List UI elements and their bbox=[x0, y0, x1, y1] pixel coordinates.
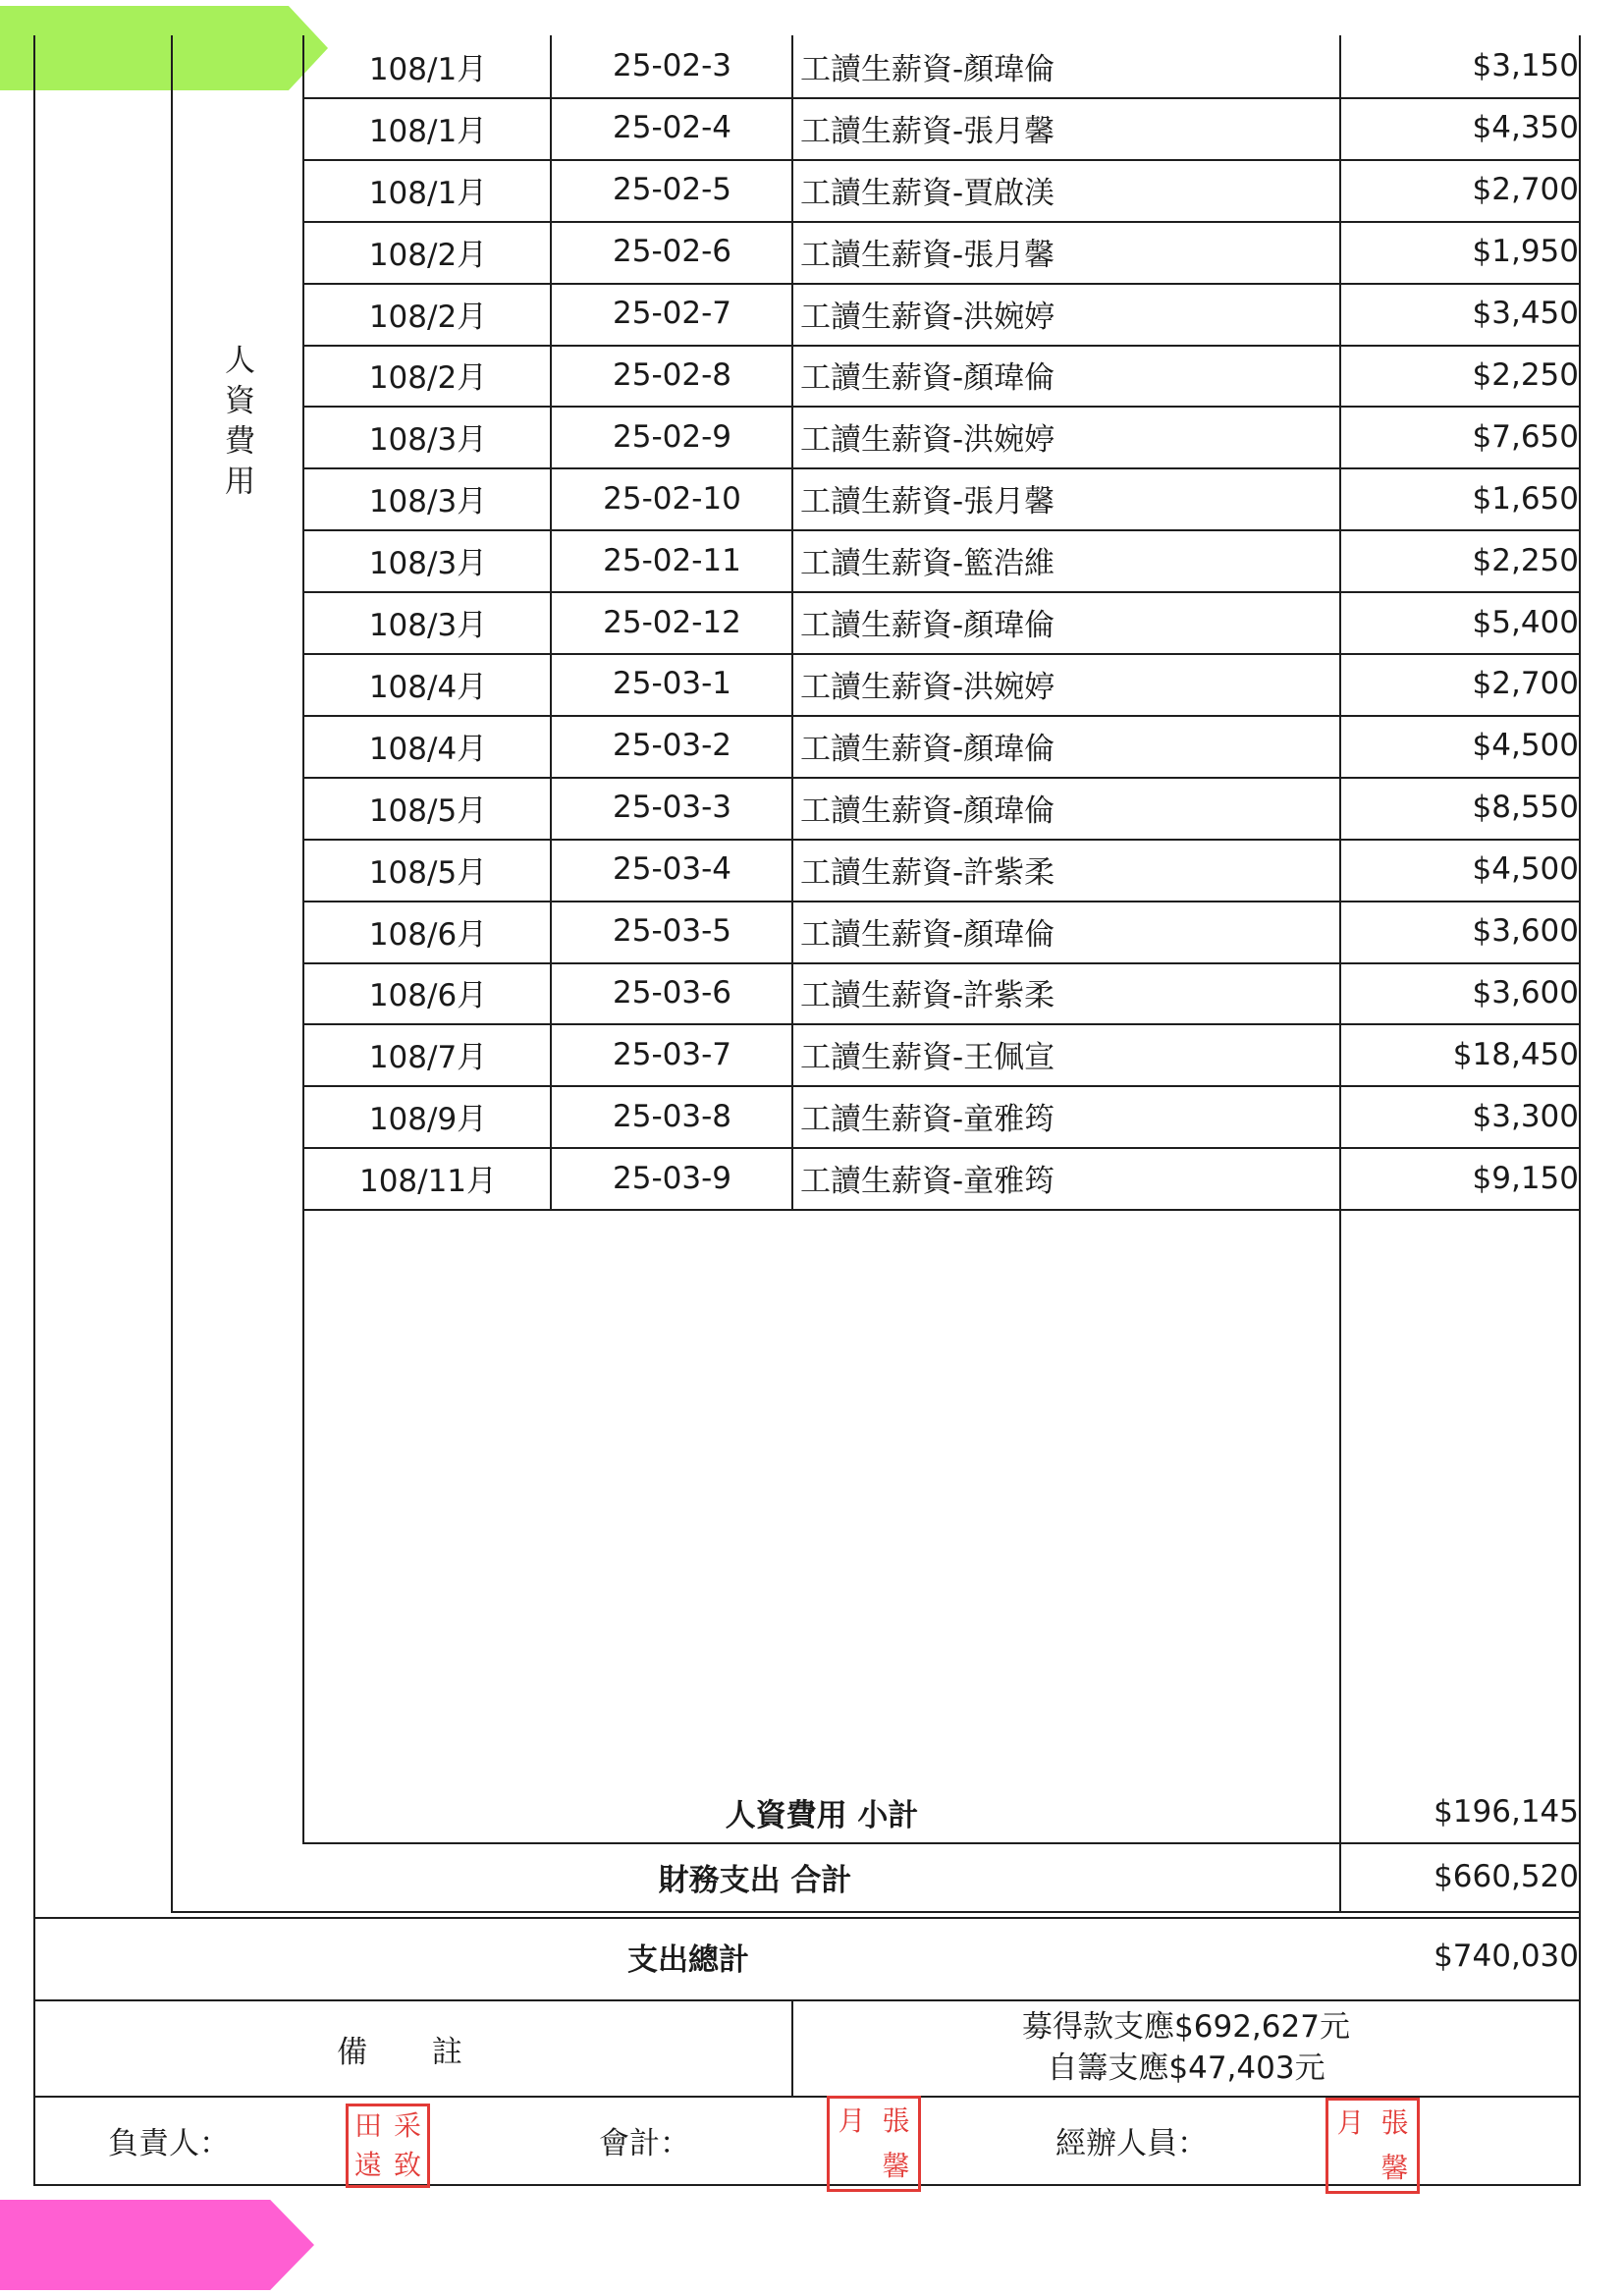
finance-total-amount: $660,520 bbox=[1434, 1859, 1579, 1894]
row-amount: $1,650 bbox=[1472, 480, 1579, 517]
accountant-seal bbox=[827, 2096, 921, 2192]
row-date: 108/2月 bbox=[368, 299, 488, 335]
row-voucher-code: 25-02-10 bbox=[603, 480, 741, 517]
row-amount: $3,450 bbox=[1472, 296, 1579, 332]
row-description: 工讀生薪資-童雅筠 bbox=[800, 1102, 1055, 1138]
green-sticky-tab bbox=[0, 6, 328, 90]
table-grid-line bbox=[33, 35, 35, 2186]
row-voucher-code: 25-03-1 bbox=[613, 666, 731, 702]
row-amount: $1,950 bbox=[1472, 234, 1579, 270]
seal-character: 張 bbox=[882, 2105, 910, 2137]
row-description: 工讀生薪資-張月馨 bbox=[800, 113, 1055, 149]
seal-character: 月 bbox=[1336, 2106, 1365, 2139]
row-date: 108/1月 bbox=[368, 113, 488, 149]
row-date: 108/9月 bbox=[368, 1102, 488, 1138]
row-voucher-code: 25-02-12 bbox=[603, 604, 741, 640]
grand-total-amount: $740,030 bbox=[1434, 1939, 1579, 1974]
row-date: 108/5月 bbox=[368, 854, 488, 891]
seal-character: 馨 bbox=[882, 2150, 910, 2182]
grand-total-label: 支出總計 bbox=[627, 1941, 749, 1978]
row-voucher-code: 25-03-5 bbox=[613, 913, 731, 950]
row-amount: $2,700 bbox=[1472, 666, 1579, 702]
row-voucher-code: 25-02-9 bbox=[613, 418, 731, 455]
table-grid-line bbox=[1579, 35, 1581, 2186]
row-description: 工讀生薪資-顏瑋倫 bbox=[800, 731, 1055, 767]
row-date: 108/2月 bbox=[368, 360, 488, 397]
row-voucher-code: 25-02-11 bbox=[603, 542, 741, 578]
row-date: 108/3月 bbox=[368, 608, 488, 644]
row-amount: $8,550 bbox=[1472, 790, 1579, 826]
table-grid-line bbox=[302, 1842, 1579, 1844]
row-amount: $4,500 bbox=[1472, 851, 1579, 888]
table-grid-line bbox=[302, 35, 304, 1844]
row-date: 108/3月 bbox=[368, 546, 488, 582]
row-amount: $3,150 bbox=[1472, 48, 1579, 84]
responsible-seal bbox=[346, 2104, 430, 2188]
row-voucher-code: 25-03-7 bbox=[613, 1036, 731, 1072]
table-grid-line bbox=[171, 1911, 1579, 1913]
seal-character: 致 bbox=[393, 2149, 421, 2181]
notes-content bbox=[793, 2001, 1579, 2094]
row-description: 工讀生薪資-張月馨 bbox=[800, 237, 1055, 273]
row-date: 108/11月 bbox=[358, 1164, 498, 1200]
notes-line-1: 募得款支應$692,627元 bbox=[1022, 2009, 1350, 2045]
row-amount: $4,500 bbox=[1472, 728, 1579, 764]
row-description: 工讀生薪資-籃浩維 bbox=[800, 546, 1055, 582]
row-amount: $3,600 bbox=[1472, 974, 1579, 1011]
row-description: 工讀生薪資-洪婉婷 bbox=[800, 422, 1055, 459]
row-voucher-code: 25-03-2 bbox=[613, 728, 731, 764]
table-grid-line bbox=[171, 35, 173, 1911]
row-date: 108/1月 bbox=[368, 51, 488, 87]
notes-line-2: 自籌支應$47,403元 bbox=[1047, 2050, 1325, 2086]
row-description: 工讀生薪資-洪婉婷 bbox=[800, 299, 1055, 335]
row-voucher-code: 25-02-3 bbox=[613, 48, 731, 84]
table-grid-line bbox=[1339, 35, 1341, 1911]
accountant-label: 會計： bbox=[599, 2125, 690, 2161]
row-date: 108/4月 bbox=[368, 669, 488, 705]
row-description: 工讀生薪資-童雅筠 bbox=[800, 1164, 1055, 1200]
row-date: 108/7月 bbox=[368, 1040, 488, 1076]
seal-character: 張 bbox=[1380, 2106, 1409, 2139]
row-description: 工讀生薪資-顏瑋倫 bbox=[800, 793, 1055, 829]
seal-character: 馨 bbox=[1380, 2152, 1409, 2184]
handler-seal bbox=[1325, 2098, 1420, 2194]
subtotal-label: 人資費用 小計 bbox=[725, 1797, 919, 1833]
row-amount: $3,300 bbox=[1472, 1098, 1579, 1134]
row-amount: $18,450 bbox=[1452, 1036, 1579, 1072]
row-voucher-code: 25-02-6 bbox=[613, 234, 731, 270]
row-voucher-code: 25-02-5 bbox=[613, 172, 731, 208]
seal-character: 遠 bbox=[353, 2149, 382, 2181]
row-description: 工讀生薪資-顏瑋倫 bbox=[800, 608, 1055, 644]
row-description: 工讀生薪資-顏瑋倫 bbox=[800, 916, 1055, 953]
row-date: 108/3月 bbox=[368, 422, 488, 459]
row-date: 108/6月 bbox=[368, 978, 488, 1014]
row-voucher-code: 25-03-4 bbox=[613, 851, 731, 888]
row-date: 108/3月 bbox=[368, 484, 488, 520]
row-description: 工讀生薪資-顏瑋倫 bbox=[800, 51, 1055, 87]
seal-character: 田 bbox=[353, 2109, 382, 2142]
row-description: 工讀生薪資-王佩宣 bbox=[800, 1040, 1055, 1076]
notes-label: 備 註 bbox=[337, 2034, 490, 2070]
row-description: 工讀生薪資-許紫柔 bbox=[800, 854, 1055, 891]
row-description: 工讀生薪資-顏瑋倫 bbox=[800, 360, 1055, 397]
responsible-label: 負責人： bbox=[108, 2125, 230, 2161]
row-voucher-code: 25-02-7 bbox=[613, 296, 731, 332]
row-description: 工讀生薪資-洪婉婷 bbox=[800, 669, 1055, 705]
row-amount: $2,250 bbox=[1472, 356, 1579, 393]
row-date: 108/1月 bbox=[368, 175, 488, 211]
handler-label: 經辦人員： bbox=[1055, 2125, 1208, 2161]
row-voucher-code: 25-02-8 bbox=[613, 356, 731, 393]
row-amount: $7,650 bbox=[1472, 418, 1579, 455]
row-description: 工讀生薪資-張月馨 bbox=[800, 484, 1055, 520]
row-description: 工讀生薪資-賈啟渼 bbox=[800, 175, 1055, 211]
table-grid-line bbox=[302, 1209, 1579, 1211]
seal-character: 采 bbox=[393, 2109, 421, 2142]
row-voucher-code: 25-03-6 bbox=[613, 974, 731, 1011]
row-date: 108/5月 bbox=[368, 793, 488, 829]
row-date: 108/4月 bbox=[368, 731, 488, 767]
row-amount: $2,250 bbox=[1472, 542, 1579, 578]
row-voucher-code: 25-03-9 bbox=[613, 1160, 731, 1196]
row-date: 108/6月 bbox=[368, 916, 488, 953]
row-voucher-code: 25-02-4 bbox=[613, 110, 731, 146]
row-voucher-code: 25-03-3 bbox=[613, 790, 731, 826]
row-amount: $5,400 bbox=[1472, 604, 1579, 640]
seal-character: 月 bbox=[838, 2105, 866, 2137]
row-amount: $9,150 bbox=[1472, 1160, 1579, 1196]
row-amount: $3,600 bbox=[1472, 913, 1579, 950]
row-date: 108/2月 bbox=[368, 237, 488, 273]
pink-sticky-tab bbox=[0, 2200, 314, 2290]
row-amount: $4,350 bbox=[1472, 110, 1579, 146]
row-voucher-code: 25-03-8 bbox=[613, 1098, 731, 1134]
finance-total-label: 財務支出 合計 bbox=[658, 1862, 852, 1898]
row-description: 工讀生薪資-許紫柔 bbox=[800, 978, 1055, 1014]
row-amount: $2,700 bbox=[1472, 172, 1579, 208]
subtotal-amount: $196,145 bbox=[1434, 1794, 1579, 1830]
category-label: 人資費用 bbox=[219, 344, 254, 505]
